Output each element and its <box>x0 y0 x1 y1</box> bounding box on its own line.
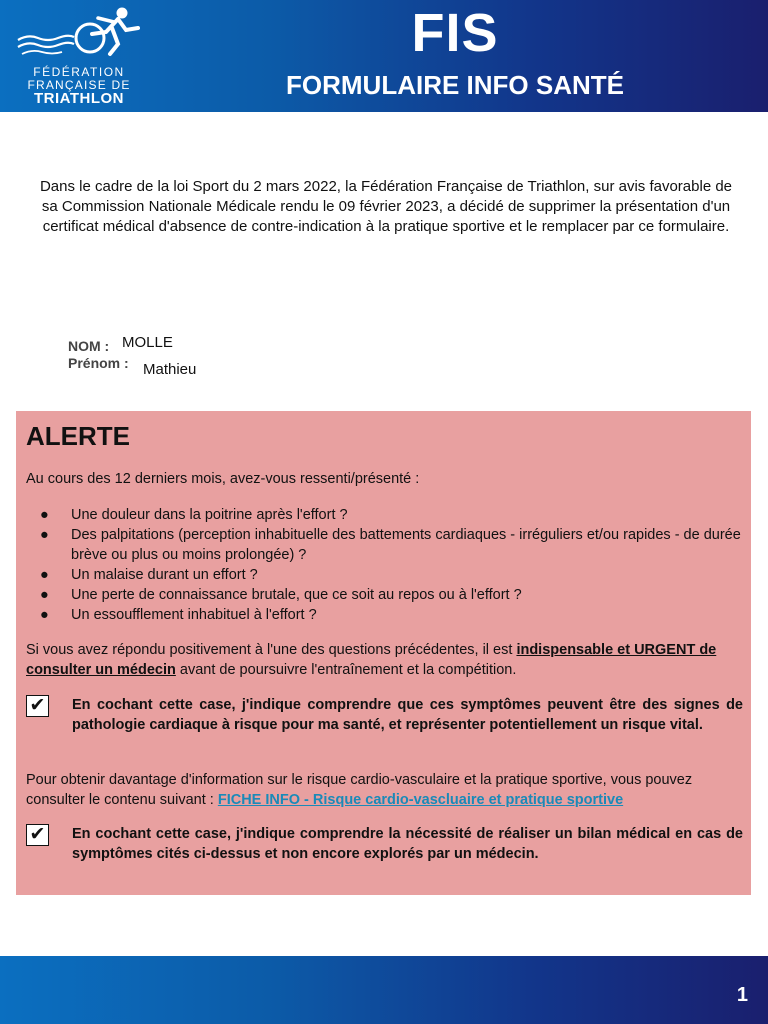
medical-checkup-label: En cochant cette case, j'indique comprendre la nécessité de réaliser un bilan médical en cas de symptômes cités ci-dessus et non encore explorés par un médecin. <box>72 826 743 862</box>
intro-paragraph: Dans le cadre de la loi Sport du 2 mars 2022, la Fédération Française de Triathlon, sur avis favorable de sa Commission Nationale Médicale rendu le 09 février 2023, a décidé de supprimer la présentation d'un certificat médical d'absence de contre-indication à la pratique sportive et le remplacer par ce formulaire. <box>39 178 733 235</box>
alert-section <box>16 411 751 895</box>
urgent-emphasis: indispensable et URGENT de consulter un médecin <box>26 642 717 678</box>
info-paragraph: Pour obtenir davantage d'information sur le risque cardio-vasculaire et la pratique sportive, vous pouvez consulter le contenu suivant : FICHE INFO - Risque cardio-vascluaire et pratique sportive <box>26 772 693 808</box>
list-item: ● Un malaise durant un effort ? <box>40 567 258 583</box>
logo-text-federation: FÉDÉRATION <box>33 65 125 79</box>
list-item: ● Une douleur dans la poitrine après l'effort ? <box>40 507 348 523</box>
list-item: ● Un essoufflement inhabituel à l'effort ? <box>40 607 317 623</box>
bullet-icon: ● <box>40 527 49 543</box>
medical-checkup-checkbox[interactable]: ✔ <box>26 824 49 846</box>
page-header <box>0 0 768 112</box>
prenom-value[interactable]: Mathieu <box>143 361 197 378</box>
logo-text-francaise: FRANÇAISE DE <box>27 78 131 92</box>
logo-text-triathlon: TRIATHLON <box>33 90 125 107</box>
page-title: FIS <box>411 3 499 63</box>
symptom-list <box>26 505 746 625</box>
nom-value[interactable]: MOLLE <box>122 334 173 351</box>
fftri-logo <box>14 4 144 108</box>
nom-label: NOM : <box>68 338 110 354</box>
bullet-icon: ● <box>40 587 49 603</box>
prenom-label: Prénom : <box>68 355 129 371</box>
list-item: ● Des palpitations (perception inhabituelle des battements cardiaques - irréguliers et/ou rapides - de durée brève ou plus ou moins prolongée) ? <box>40 527 741 563</box>
symptoms-acknowledge-checkbox[interactable]: ✔ <box>26 695 49 717</box>
warning-paragraph: Si vous avez répondu positivement à l'une des questions précédentes, il est indispensable et URGENT de consulter un médecin avant de poursuivre l'entraînement et la compétition. <box>26 642 717 678</box>
page-subtitle: FORMULAIRE INFO SANTÉ <box>286 70 624 100</box>
alert-intro: Au cours des 12 derniers mois, avez-vous ressenti/présenté : <box>26 471 420 487</box>
list-item: ● Une perte de connaissance brutale, que ce soit au repos ou à l'effort ? <box>40 587 522 603</box>
alert-title: ALERTE <box>26 421 130 451</box>
symptoms-acknowledge-label: En cochant cette case, j'indique comprendre que ces symptômes peuvent être des signes de pathologie cardiaque à risque pour ma santé, et représenter potentiellement un risque vital. <box>72 697 743 733</box>
bullet-icon: ● <box>40 507 49 523</box>
bullet-icon: ● <box>40 607 49 623</box>
triathlete-logo-icon <box>14 4 144 64</box>
bullet-icon: ● <box>40 567 49 583</box>
page-number: 1 <box>736 984 748 1006</box>
page-footer <box>0 956 768 1024</box>
fiche-info-link[interactable]: FICHE INFO - Risque cardio-vascluaire et pratique sportive <box>217 792 624 808</box>
